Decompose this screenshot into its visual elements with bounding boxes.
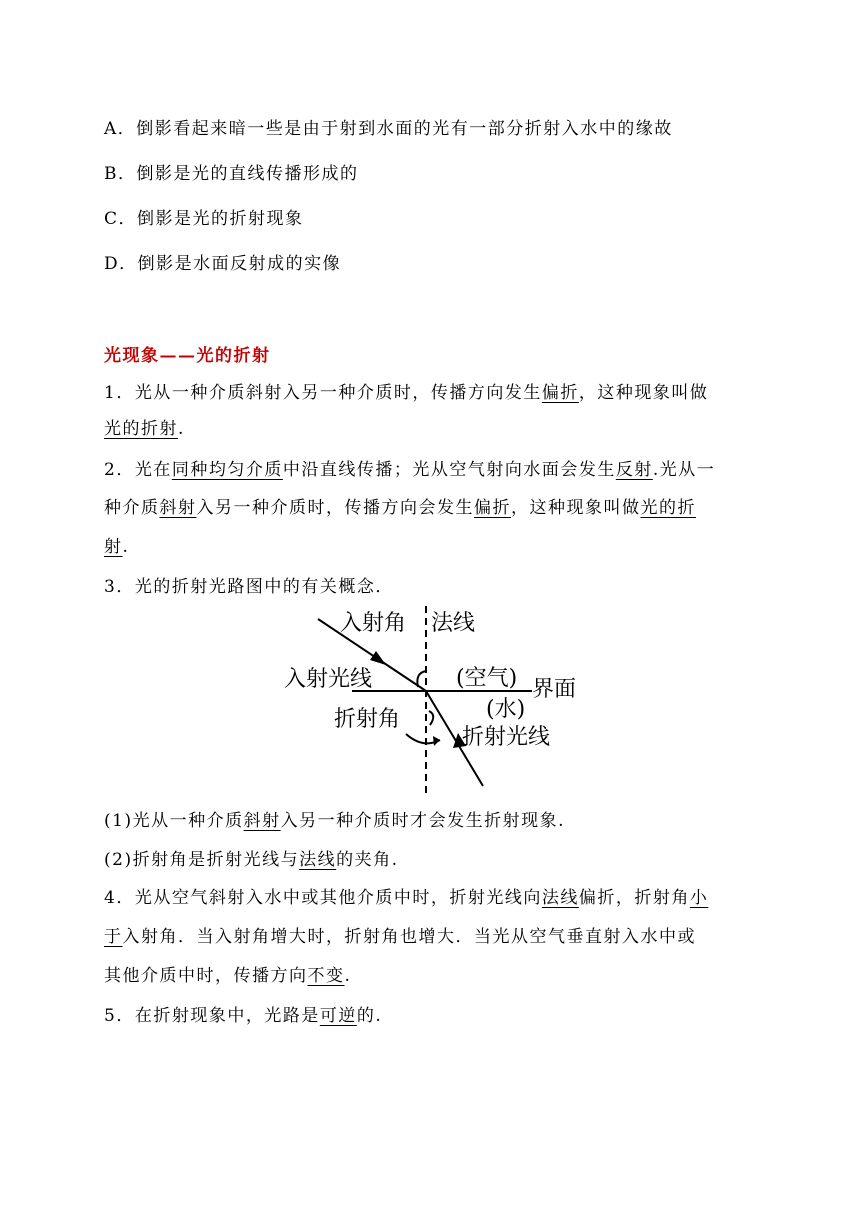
label-water: (水) [486,697,526,722]
answer-blank: 斜射 [159,498,197,518]
text: 1．光从一种介质斜射入另一种介质时，传播方向发生 [104,383,542,403]
label-air: (空气) [456,666,518,691]
paragraph-4-line-3 [104,961,351,986]
answer-blank: 射 [104,537,123,557]
answer-blank: 不变 [307,966,345,986]
paragraph-4 [104,883,708,908]
text: 中沿直线传播；光从空气射向水面会发生 [282,460,616,480]
text: ，这种现象叫做 [511,498,641,518]
label-normal: 法线 [431,611,476,636]
paragraph-1-cont [104,414,185,439]
refraction-angle-arc [429,711,433,725]
answer-blank: 偏折 [541,383,579,403]
label-incident-angle: 入射角 [340,611,407,636]
answer-blank: 反射 [615,460,653,480]
note-2 [104,845,399,870]
refraction-pointer-arrowhead [433,736,440,746]
paragraph-4-line-2 [104,922,696,947]
answer-blank: 于 [104,927,123,947]
answer-blank: 法线 [541,888,579,908]
option-a: A．倒影看起来暗一些是由于射到水面的光有一部分折射入水中的缘故 [104,119,673,139]
incident-arrowhead [370,651,386,665]
paragraph-2-line-2 [104,493,696,518]
option-b: B．倒影是光的直线传播形成的 [104,164,359,184]
text: 入另一种介质时，传播方向会发生 [196,498,474,518]
paragraph-1 [104,378,708,403]
paragraph-2-line-3 [104,532,129,557]
paragraph-3: 3．光的折射光路图中的有关概念． [104,577,394,597]
text: ，这种现象叫做 [578,383,709,403]
text: .光从一 [652,460,716,480]
text: 种介质 [104,498,160,518]
text: 入射角．当入射角增大时，折射角也增大．当光从空气垂直射入水中或 [122,927,696,947]
label-refraction-angle: 折射角 [334,707,401,732]
answer-blank: 小 [689,888,709,908]
label-refracted-ray: 折射光线 [462,725,551,750]
text: . [122,537,130,557]
paragraph-2 [104,455,715,480]
answer-blank: 可逆 [319,1006,357,1026]
text: (1)光从一种介质 [104,811,244,831]
text: . [344,966,352,986]
text: 5．在折射现象中，光路是 [104,1006,320,1026]
text: 其他介质中时，传播方向 [104,966,308,986]
option-d: D．倒影是水面反射成的实像 [104,254,342,274]
paragraph-5 [104,1001,382,1026]
answer-blank: 光的折射 [104,419,178,439]
text: (2)折射角是折射光线与 [104,850,300,870]
refraction-diagram [276,602,596,794]
text: 入另一种介质时才会发生折射现象. [280,811,565,831]
option-c: C．倒影是光的折射现象 [104,209,304,229]
label-interface: 界面 [532,677,577,702]
answer-blank: 斜射 [243,811,281,831]
text: 的. [356,1006,383,1026]
note-1 [104,806,565,831]
incident-angle-arc [417,671,426,687]
label-incident-ray: 入射光线 [284,667,373,692]
text: 偏折，折射角 [578,888,690,908]
text: 2．光在 [104,460,172,480]
answer-blank: 法线 [299,850,337,870]
answer-blank: 同种均匀介质 [171,460,283,480]
section-heading: 光现象——光的折射 [104,346,271,366]
text: 4．光从空气斜射入水中或其他介质中时，折射光线向 [104,888,542,908]
text: . [178,419,185,439]
answer-blank: 偏折 [474,498,511,518]
text: 的夹角. [336,850,399,870]
answer-blank: 光的折 [640,498,696,518]
